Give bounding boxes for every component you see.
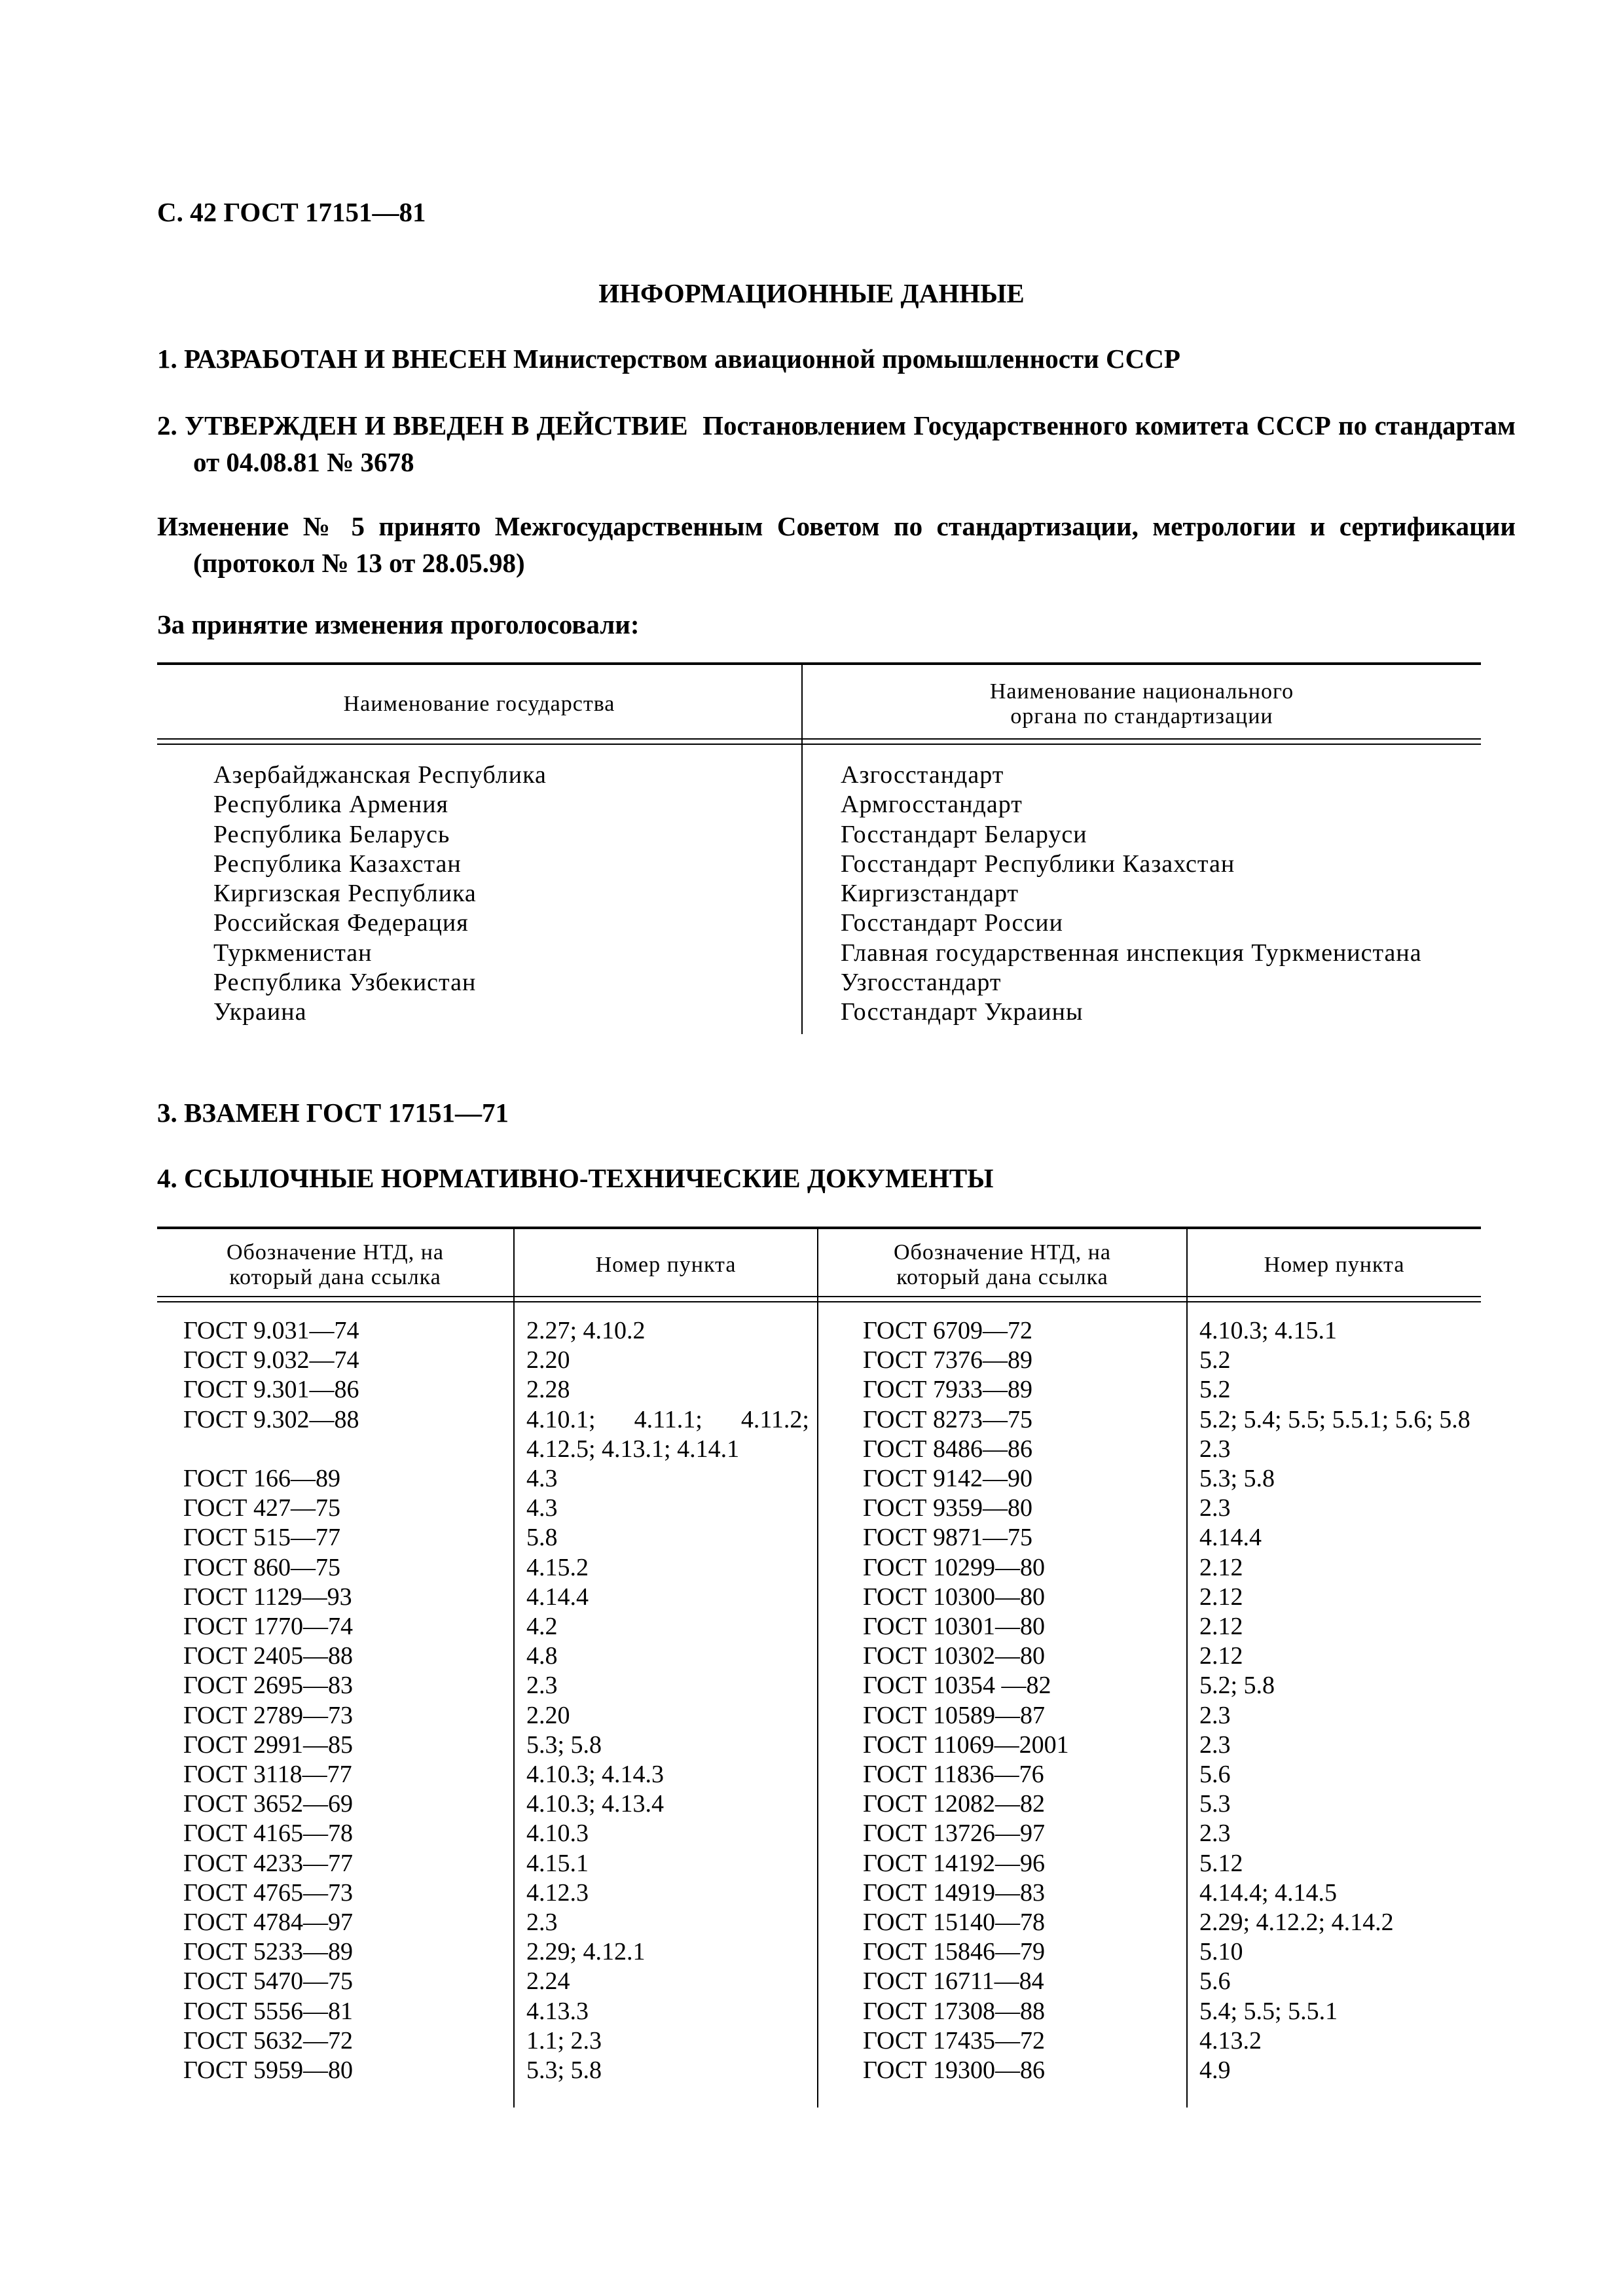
ref-clause-cell: 4.14.4 [526, 1583, 589, 1611]
ref-clause-cell: 2.3 [526, 1909, 558, 1937]
ref-clause-cell: 2.24 [526, 1967, 570, 1996]
ref-clause-cell: 4.13.3 [526, 1997, 589, 2025]
ref-clause-cell: 2.29; 4.12.2; 4.14.2 [1199, 1909, 1394, 1937]
vote-header-body [803, 672, 1481, 737]
ref-doc-cell: ГОСТ 13726—97 [863, 1820, 1045, 1848]
table-column-divider [1186, 1227, 1188, 2108]
vote-body-cell: Госстандарт России [841, 909, 1063, 937]
ref-doc-cell: ГОСТ 4165—78 [183, 1820, 353, 1848]
ref-clause-cell: 4.15.1 [526, 1849, 589, 1877]
ref-clause-cell: 5.2 [1199, 1376, 1231, 1404]
ref-doc-cell: ГОСТ 2991—85 [183, 1731, 353, 1759]
ref-doc-cell: ГОСТ 14192—96 [863, 1849, 1045, 1877]
ref-docs-left-column [183, 1316, 359, 2085]
ref-clause-cell: 4.3 [526, 1465, 558, 1493]
ref-doc-cell: ГОСТ 3652—69 [183, 1790, 353, 1818]
ref-clause-cell: 5.6 [1199, 1761, 1231, 1789]
ref-doc-cell: ГОСТ 8486—86 [863, 1435, 1032, 1463]
ref-clause-cell: 2.12 [1199, 1583, 1243, 1611]
ref-clause-cell: 2.20 [526, 1346, 570, 1374]
vote-body-cell: Госстандарт Республики Казахстан [841, 850, 1235, 878]
ref-doc-cell: ГОСТ 7376—89 [863, 1346, 1032, 1374]
ref-header-doc-left-text: Обозначение НТД, на который дана ссылка [226, 1240, 445, 1289]
ref-clause-cell: 2.20 [526, 1701, 570, 1729]
section-1-text: Министерством авиационной промышленности СССР [513, 344, 1180, 374]
voted-heading: За принятие изменения проголосовали: [157, 609, 640, 639]
ref-doc-cell: ГОСТ 515—77 [183, 1524, 340, 1552]
vote-state-cell: Российская Федерация [213, 909, 469, 937]
vote-header-state: Наименование государства [343, 692, 615, 716]
ref-doc-cell: ГОСТ 4765—73 [183, 1878, 353, 1907]
ref-doc-cell: ГОСТ 16711—84 [863, 1967, 1044, 1996]
ref-doc-cell: ГОСТ 2789—73 [183, 1701, 353, 1729]
ref-doc-cell: ГОСТ 1129—93 [183, 1583, 352, 1611]
ref-doc-cell: ГОСТ 3118—77 [183, 1761, 352, 1789]
table-rule-top [157, 662, 1481, 665]
page-header: С. 42 ГОСТ 17151—81 [157, 197, 426, 227]
ref-doc-cell: ГОСТ 6709—72 [863, 1317, 1032, 1344]
ref-doc-cell: ГОСТ 5233—89 [183, 1938, 353, 1966]
vote-body-cell: Госстандарт Украины [841, 998, 1084, 1026]
ref-doc-cell: ГОСТ 9.302—88 [183, 1405, 359, 1433]
ref-doc-cell: ГОСТ 10354 —82 [863, 1672, 1051, 1700]
ref-clause-cell: 5.2; 5.8 [1199, 1672, 1275, 1700]
ref-clause-cell: 4.8 [526, 1642, 558, 1670]
table-rule-header [157, 738, 1481, 745]
ref-clauses-left-column [526, 1316, 809, 2085]
section-2 [157, 407, 1516, 480]
ref-doc-cell: ГОСТ 427—75 [183, 1494, 340, 1522]
ref-doc-cell: ГОСТ 10302—80 [863, 1642, 1045, 1670]
ref-doc-cell: ГОСТ 15140—78 [863, 1909, 1045, 1937]
section-2-text: Постановлением Государственного комитета СССР по стандартам от 04.08.81 № 3678 [193, 410, 1516, 477]
ref-doc-cell: ГОСТ 8273—75 [863, 1405, 1032, 1433]
ref-doc-cell: ГОСТ 9871—75 [863, 1524, 1032, 1552]
ref-clauses-right-column [1199, 1316, 1481, 2085]
vote-state-cell: Украина [213, 998, 307, 1026]
ref-clause-cell: 5.2 [1199, 1346, 1231, 1374]
ref-doc-cell: ГОСТ 10301—80 [863, 1613, 1045, 1641]
ref-clause-cell: 2.27; 4.10.2 [526, 1317, 646, 1344]
ref-doc-cell: ГОСТ 9.031—74 [183, 1317, 359, 1344]
ref-header-clause-right: Номер пункта [1264, 1253, 1405, 1277]
page-title: ИНФОРМАЦИОННЫЕ ДАННЫЕ [598, 278, 1025, 308]
ref-doc-cell: ГОСТ 10589—87 [863, 1701, 1045, 1729]
ref-doc-cell: ГОСТ 2405—88 [183, 1642, 353, 1670]
ref-doc-cell: ГОСТ 10300—80 [863, 1583, 1045, 1611]
ref-doc-cell: ГОСТ 9142—90 [863, 1465, 1032, 1493]
vote-header-body-text: Наименование национального органа по стандартизации [989, 679, 1294, 728]
vote-body-cell: Азгосстандарт [841, 761, 1004, 789]
ref-clause-cell: 4.10.3; 4.15.1 [1199, 1317, 1338, 1344]
ref-clause-cell: 5.3; 5.8 [1199, 1465, 1275, 1493]
vote-body-cell: Армгосстандарт [841, 791, 1023, 819]
section-4: 4. ССЫЛОЧНЫЕ НОРМАТИВНО-ТЕХНИЧЕСКИЕ ДОКУМЕНТЫ [157, 1163, 994, 1193]
vote-state-cell: Республика Узбекистан [213, 969, 477, 997]
vote-body-cell: Госстандарт Беларуси [841, 820, 1087, 848]
ref-doc-cell: ГОСТ 9359—80 [863, 1494, 1032, 1522]
ref-clause-cell: 2.3 [1199, 1820, 1231, 1848]
ref-doc-cell: ГОСТ 4233—77 [183, 1849, 353, 1877]
ref-doc-cell: ГОСТ 10299—80 [863, 1553, 1045, 1581]
vote-body-cell: Киргизстандарт [841, 880, 1019, 908]
ref-clause-cell: 4.9 [1199, 2056, 1231, 2085]
ref-doc-cell: ГОСТ 5556—81 [183, 1997, 353, 2025]
ref-clause-cell: 5.3; 5.8 [526, 1731, 602, 1759]
table-rule-top [157, 1227, 1481, 1229]
ref-header-doc-right [818, 1236, 1186, 1295]
ref-header-doc-left [157, 1236, 513, 1295]
vote-state-cell: Республика Казахстан [213, 850, 462, 878]
ref-header-clause-left: Номер пункта [595, 1253, 737, 1277]
ref-doc-cell: ГОСТ 166—89 [183, 1465, 340, 1492]
vote-state-cell: Киргизская Республика [213, 880, 477, 908]
vote-state-cell: Республика Беларусь [213, 820, 450, 848]
ref-doc-cell: ГОСТ 5959—80 [183, 2056, 353, 2085]
ref-doc-cell: ГОСТ 7933—89 [863, 1376, 1032, 1404]
ref-clause-cell: 2.12 [1199, 1613, 1243, 1641]
ref-doc-cell: ГОСТ 5632—72 [183, 2026, 353, 2054]
ref-doc-cell: ГОСТ 12082—82 [863, 1790, 1045, 1818]
ref-clause-cell: 4.3 [526, 1494, 558, 1522]
ref-clause-cell: 4.10.3 [526, 1820, 589, 1848]
ref-clause-cell: 2.3 [526, 1672, 558, 1700]
vote-body-cell: Главная государственная инспекция Туркменистана [841, 939, 1422, 967]
ref-clause-cell: 2.12 [1199, 1553, 1243, 1581]
reference-table [157, 1227, 1481, 2108]
ref-doc-cell: ГОСТ 15846—79 [863, 1938, 1045, 1966]
vote-table [157, 662, 1481, 1034]
ref-doc-cell: ГОСТ 19300—86 [863, 2056, 1045, 2085]
table-column-divider [817, 1227, 818, 2108]
ref-clause-cell: 4.14.4; 4.14.5 [1199, 1878, 1338, 1907]
change-note: Изменение № 5 принято Межгосударственным Советом по стандартизации, метрологии и сертификации (протокол № 13 от 28.05.98) [157, 511, 1516, 578]
ref-clause-cell: 5.10 [1199, 1938, 1243, 1966]
ref-clause-cell: 2.3 [1199, 1701, 1231, 1729]
ref-doc-cell: ГОСТ 17435—72 [863, 2026, 1045, 2054]
ref-clause-cell: 4.13.2 [1199, 2026, 1262, 2054]
ref-clause-cell: 5.8 [526, 1524, 558, 1552]
ref-clause-cell: 4.15.2 [526, 1553, 589, 1581]
ref-clause-cell: 5.2; 5.4; 5.5; 5.5.1; 5.6; 5.8 [1199, 1405, 1470, 1433]
table-column-divider [513, 1227, 515, 2108]
vote-states-column [213, 761, 547, 1028]
ref-clause-cell: 2.3 [1199, 1494, 1231, 1522]
ref-clause-cell: 2.3 [1199, 1731, 1231, 1759]
ref-clause-cell: 5.4; 5.5; 5.5.1 [1199, 1997, 1338, 2025]
ref-doc-cell: ГОСТ 17308—88 [863, 1997, 1045, 2025]
vote-state-cell: Азербайджанская Республика [213, 761, 547, 789]
ref-clause-cell: 4.10.1; 4.11.1; 4.11.2; 4.12.5; 4.13.1; 4.14.1 [526, 1405, 809, 1463]
section-2-lead: 2. УТВЕРЖДЕН И ВВЕДЕН В ДЕЙСТВИЕ [157, 410, 688, 440]
section-1 [157, 340, 1480, 377]
ref-doc-cell: ГОСТ 1770—74 [183, 1613, 353, 1641]
ref-clause-cell: 4.12.3 [526, 1878, 589, 1907]
section-3: 3. ВЗАМЕН ГОСТ 17151—71 [157, 1098, 509, 1128]
ref-clause-cell: 2.28 [526, 1376, 570, 1404]
ref-clause-cell: 2.3 [1199, 1435, 1231, 1463]
ref-clause-cell: 4.10.3; 4.13.4 [526, 1790, 665, 1818]
ref-clause-cell: 5.12 [1199, 1849, 1243, 1877]
section-1-lead: 1. РАЗРАБОТАН И ВНЕСЕН [157, 344, 507, 374]
ref-doc-cell: ГОСТ 5470—75 [183, 1967, 353, 1996]
ref-header-doc-right-text: Обозначение НТД, на который дана ссылка [893, 1240, 1112, 1289]
ref-clause-cell: 4.14.4 [1199, 1524, 1262, 1552]
ref-doc-cell: ГОСТ 4784—97 [183, 1909, 353, 1937]
ref-doc-cell: ГОСТ 9.301—86 [183, 1376, 359, 1404]
vote-body-cell: Узгосстандарт [841, 969, 1002, 997]
ref-doc-cell: ГОСТ 11836—76 [863, 1761, 1044, 1789]
ref-doc-cell: ГОСТ 9.032—74 [183, 1346, 359, 1374]
ref-clause-cell: 1.1; 2.3 [526, 2026, 602, 2054]
table-rule-header [157, 1296, 1481, 1302]
ref-clause-cell: 2.29; 4.12.1 [526, 1938, 646, 1966]
ref-docs-right-column [863, 1316, 1069, 2085]
vote-state-cell: Туркменистан [213, 939, 373, 967]
ref-clause-cell: 4.10.3; 4.14.3 [526, 1761, 665, 1789]
ref-clause-cell: 4.2 [526, 1613, 558, 1641]
ref-clause-cell: 5.3; 5.8 [526, 2056, 602, 2085]
vote-state-cell: Республика Армения [213, 791, 449, 819]
ref-doc-cell: ГОСТ 14919—83 [863, 1878, 1045, 1907]
ref-clause-cell: 5.3 [1199, 1790, 1231, 1818]
vote-bodies-column [841, 761, 1422, 1028]
ref-clause-cell: 5.6 [1199, 1967, 1231, 1996]
ref-clause-cell: 2.12 [1199, 1642, 1243, 1670]
ref-doc-cell: ГОСТ 2695—83 [183, 1672, 353, 1700]
ref-doc-cell: ГОСТ 860—75 [183, 1553, 340, 1581]
ref-doc-cell: ГОСТ 11069—2001 [863, 1731, 1069, 1759]
